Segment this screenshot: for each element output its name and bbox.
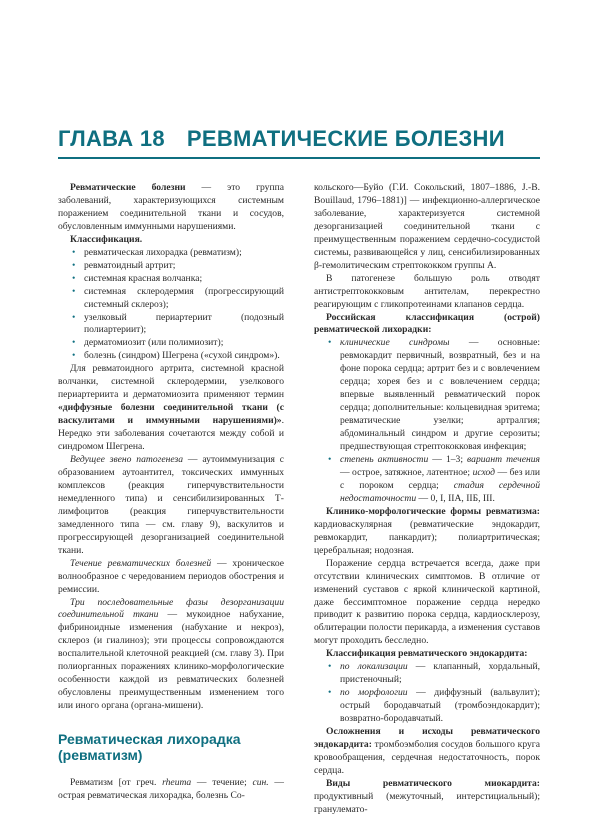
- course-paragraph: [58, 558, 284, 597]
- text-span: — 0, I, IIA, IIБ, III.: [416, 492, 495, 504]
- text-span: Для ревматоидного артрита, системной красной волчанки, системной склеродермии, узелкового периартериита и дерматомиозита применяют термин: [58, 363, 284, 401]
- text-span: — острая ревматическая лихорадка, болезнь Со-: [58, 777, 284, 802]
- text-span: — мукоидное набухание, фибриноидные изменения (набухание и некроз), склероз (и гиалиноз); эти процессы сопровождаются воспалительной клеточной реакцией (см. главу 3). При полиорганных поражениях клинико-морфологические особенности каждой из ревматических болезней обусловлены преимущественным изменением того или иного органа (органа-мишени).: [58, 609, 284, 712]
- text-span: — диффузный (вальвулит); острый бородавчатый (тромбоэндокардит); возвратно-бородавчатый.: [340, 687, 540, 725]
- term-bold: Виды ревматического миокардита:: [326, 777, 540, 789]
- term-bold: Ревматические болезни: [70, 182, 186, 193]
- text-span: — основные: ревмокардит первичный, возвратный, без и на фоне порока сердца; артрит без и с вовлечением сердца; хорея без и с вовлечением сердца; впервые выявленный ревматический порок сердца; дополнительные: кольцевидная эритема; ревматические узелки; артралгия; абдоминальный синдром и другие серозиты; предшествующая стрептококковая инфекция;: [340, 337, 540, 453]
- chapter-title: РЕВМАТИЧЕСКИЕ БОЛЕЗНИ: [186, 126, 505, 151]
- term-italic: rheuma: [162, 777, 192, 789]
- list-item: [328, 454, 540, 506]
- term-italic: вариант течения: [467, 454, 540, 466]
- russian-classification-heading: Российская классификация (острой) ревматической лихорадки:: [314, 311, 540, 336]
- list-item: [328, 337, 540, 454]
- text-span: — это группа заболеваний, характеризующихся системным поражением соединительной ткани и сосудов, обусловленным иммунными нарушениями.: [58, 182, 284, 232]
- text-span: — клапанный, хордальный, пристеночный;: [340, 661, 541, 686]
- text-span: продуктивный (межуточный, интерстициальный); гранулемато-: [314, 790, 540, 815]
- list-item: [328, 687, 540, 726]
- pathogenesis-paragraph: [58, 454, 284, 558]
- list-item: • ревматоидный артрит;: [72, 260, 284, 273]
- term-italic: Течение ревматических болезней: [70, 557, 212, 569]
- term-italic: степень активности: [340, 454, 429, 466]
- text-span: — 1–3;: [428, 454, 468, 466]
- term-italic: клинические синдромы: [340, 337, 450, 349]
- endocarditis-heading: Классификация ревматического эндокардита:: [326, 648, 528, 660]
- list-item: • ревматическая лихорадка (ревматизм);: [72, 247, 284, 260]
- text-span: — хроническое волнообразное с чередованием периодов обострения и ремиссии.: [58, 557, 284, 595]
- term-italic: Ведущее звено патогенеза: [70, 454, 184, 466]
- term-italic: по локализации: [340, 661, 408, 673]
- term-bold: Осложнения и исходы ревматического эндокардита:: [314, 726, 540, 750]
- list-item: • системная склеродермия (прогрессирующий системный склероз);: [72, 286, 284, 312]
- list-item: • дерматомиозит (или полимиозит);: [72, 337, 284, 350]
- term-italic: Три последовательные фазы дезорганизации соединительной ткани: [58, 596, 284, 621]
- diffuse-paragraph: [58, 363, 284, 454]
- text-span: кардиоваскулярная (ревматические эндокардит, ревмокардит, панкардит); полиартритическая; церебральная; нодозная.: [314, 518, 540, 556]
- chapter-heading: [58, 126, 505, 152]
- term-italic: по морфологии: [340, 687, 408, 699]
- intro-paragraph: [58, 182, 284, 234]
- complications-paragraph: [314, 726, 540, 778]
- text-span: Ревматизм [от греч.: [70, 777, 163, 789]
- myocarditis-paragraph: [314, 778, 540, 817]
- term-italic: стадия сердечной недостаточности: [340, 479, 540, 504]
- text-span: — аутоиммунизация с образованием аутоантител, токсических иммунных комплексов (реакция гиперчувствительности немедленного типа) и сенсибилизированных Т-лимфоцитов (реакция гиперчувствительности замедленного типа — см. главу 9), васкулитов и прогрессирующей дезорганизацией соединительной ткани.: [58, 454, 284, 556]
- chapter-number: ГЛАВА 18: [58, 126, 165, 151]
- text-span: . Нередко эти заболевания сочетаются между собой и синдромом Шегрена.: [58, 415, 284, 453]
- term-bold: Клинико-морфологические формы ревматизма:: [326, 505, 540, 517]
- term-italic: исход: [472, 466, 496, 478]
- term-bold: «диффузные болезни соединительной ткани (с васкулитами и иммунными нарушениями)»: [58, 402, 284, 427]
- list-item: • системная красная волчанка;: [72, 273, 284, 286]
- phases-paragraph: [58, 597, 284, 714]
- term-italic: син.: [252, 777, 269, 789]
- heart-paragraph: Поражение сердца встречается всегда, даже при отсутствии клинических симптомов. В отличие от изменений суставов с яркой клинической картиной, даже бессимптомное поражение сердца нередко приводит к развитию порока сердца, кардиосклерозу, облитерации полости перикарда, а изменения суставов могут проходить бесследно.: [314, 557, 540, 647]
- list-item: • узелковый периартериит (подозный полиартериит);: [72, 312, 284, 338]
- endocarditis-list: [328, 661, 540, 726]
- text-span: тромбоэмболия сосудов большого круга кровообращения, сердечная недостаточность, порок сердца.: [314, 738, 540, 776]
- continued-paragraph: кольского—Буйо (Г.И. Сокольский, 1807–1886, J.-B. Bouillaud, 1796–1881)] — инфекционно-аллергическое заболевание, характеризуется системной дезорганизацией соединительной ткани с преимущественным поражением сердечно-сосудистой системы, развивающейся у лиц, сенсибилизированных β-гемолитическим стрептококком группы А.: [314, 182, 540, 271]
- chapter-rule: [58, 157, 540, 159]
- list-item: • болезнь (синдром) Шегрена («сухой синдром»).: [72, 350, 284, 363]
- text-span: — без или с пороком сердца;: [340, 466, 540, 491]
- list-item: [328, 661, 540, 687]
- text-span: — острое, затяжное, латентное;: [340, 466, 473, 478]
- left-column: [58, 182, 284, 803]
- text-span: — течение;: [191, 777, 253, 789]
- russian-classification-list: [328, 337, 540, 505]
- rheumatism-paragraph: [58, 777, 284, 803]
- classification-heading: Классификация.: [70, 233, 143, 245]
- pathogenesis-paragraph: В патогенезе большую роль отводят антистрептококковым антителам, перекрестно реагирующим с гликопротеинами клапанов сердца.: [314, 272, 540, 310]
- right-column: [314, 182, 540, 817]
- classification-list: [72, 247, 284, 364]
- section-heading: Ревматическая лихорадка (ревматизм): [58, 731, 241, 764]
- morphology-forms-paragraph: [314, 506, 540, 558]
